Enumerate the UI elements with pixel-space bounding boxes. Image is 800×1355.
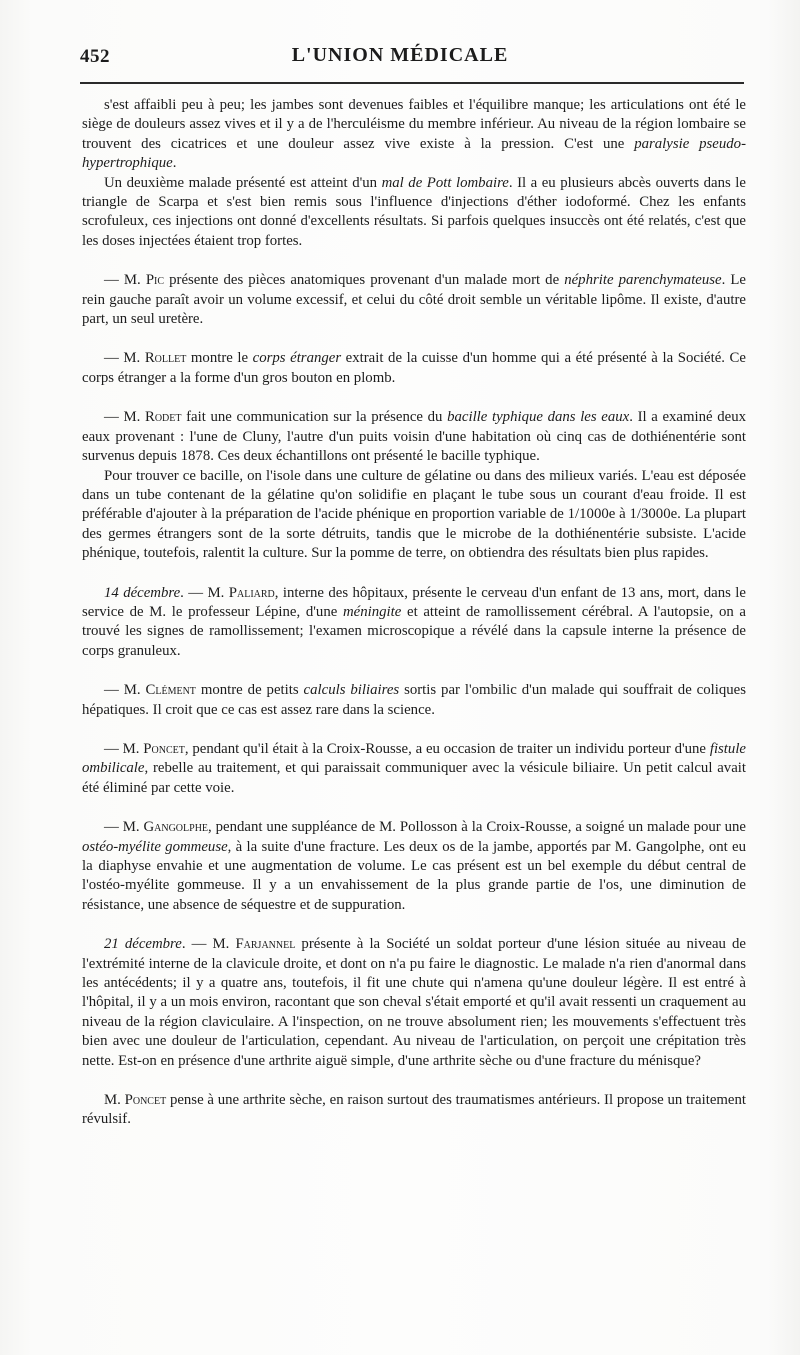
paragraph-text: fait une communication sur la présence du	[181, 409, 448, 426]
author-name: Pic	[145, 272, 165, 289]
paragraph-text: . — M.	[180, 584, 229, 601]
article-body	[82, 96, 746, 1130]
paragraph-text: , rebelle au traitement, et qui paraissait communiquer avec la vésicule biliaire. Un petit calcul avait été éliminé par cette voie.	[82, 760, 746, 796]
paragraph-text: et atteint de ramollissement cérébral. A l'autopsie, on a trouvé les signes de ramollissement; l'examen microscopique a révélé dans la capsule interne la présence de corps granuleux.	[82, 603, 746, 659]
emphasis-text: méningite	[342, 603, 402, 620]
author-name: Rollet	[144, 350, 187, 367]
paragraph-text: , interne des hôpitaux, présente le cerveau d'un enfant de 13 ans, mort, dans le service de M. le professeur Lépine, d'une	[82, 584, 746, 620]
paragraph-text: . Il a eu plusieurs abcès ouverts dans le triangle de Scarpa et s'est bien remis sous l'influence d'injections d'éther iodoformé. Chez les enfants scrofuleux, ces injections ont donné d'excellents résultats. Si parfois quelques insuccès ont été relatés, c'est que les doses injectées étaient trop fortes.	[82, 174, 746, 249]
paragraph	[82, 349, 746, 388]
paragraph-text: . — M.	[181, 936, 236, 953]
paragraph	[82, 271, 746, 329]
paragraph	[82, 935, 746, 1071]
emphasis-text: néphrite parenchymateuse	[564, 272, 722, 289]
paragraph	[82, 1091, 746, 1130]
paragraph-text: Un deuxième malade présenté est atteint d'un	[104, 174, 382, 191]
author-name: Poncet	[143, 740, 185, 757]
paragraph-text: extrait de la cuisse d'un homme qui a été présenté à la Société. Ce corps étranger a la forme d'un gros bouton en plomb.	[82, 350, 746, 386]
paragraph-text: — M.	[104, 740, 144, 757]
emphasis-text: ostéo-myélite gommeuse	[82, 838, 228, 855]
paragraph-text: .	[172, 155, 177, 172]
author-name: Gangolphe	[143, 819, 209, 836]
paragraph-text: — M.	[104, 682, 146, 699]
paragraph	[82, 740, 746, 798]
paragraph-text: présente des pièces anatomiques provenant d'un malade mort de	[164, 272, 565, 289]
paragraph	[82, 96, 746, 174]
paragraph-text: — M.	[104, 272, 146, 289]
paragraph	[82, 467, 746, 564]
paragraph-text: . Le rein gauche paraît avoir un volume excessif, et celui du côté droit semble un véritable lipôme. Il existe, d'autre part, un seul uretère.	[82, 272, 746, 328]
paragraph-text: , pendant une suppléance de M. Pollosson à la Croix-Rousse, a soigné un malade pour une	[208, 819, 746, 836]
paragraph	[82, 681, 746, 720]
paragraph-text: s'est affaibli peu à peu; les jambes sont devenues faibles et l'équilibre manque; les articulations ont été le siège de douleurs assez vives et il y a de l'herculéisme du membre inférieur. Au niveau de la région lombaire se trouvent des cicatrices et une douleur assez vive existe à la pression. C'est une	[82, 97, 746, 152]
paragraph-text: M.	[104, 1092, 125, 1109]
paragraph-text: , pendant qu'il était à la Croix-Rousse, a eu occasion de traiter un individu porteur d'une	[184, 740, 710, 757]
emphasis-text: 14 décembre	[104, 584, 181, 601]
paragraph	[82, 584, 746, 662]
paragraph-text: pense à une arthrite sèche, en raison surtout des traumatismes antérieurs. Il propose un traitement révulsif.	[82, 1092, 746, 1128]
running-title: L'UNION MÉDICALE	[291, 44, 509, 66]
page-header	[0, 42, 800, 72]
paragraph-text: sortis par l'ombilic d'un malade qui souffrait de coliques hépatiques. Il croit que ce cas est assez rare dans la science.	[82, 682, 746, 718]
paragraph-text: — M.	[104, 819, 144, 836]
author-name: Clément	[145, 682, 196, 699]
author-name: Rodet	[144, 409, 182, 426]
emphasis-text: 21 décembre	[104, 936, 182, 953]
author-name: Paliard	[228, 584, 275, 601]
paragraph-text: montre de petits	[195, 682, 304, 699]
paragraph-text: . Il a examiné deux eaux provenant : l'une de Cluny, l'autre d'un puits voisin d'une habitation où cinq cas de dothiénentérie sont survenus depuis 1878. Ces deux échantillons ont présenté le bacille typhique.	[82, 409, 746, 465]
paragraph	[82, 174, 746, 252]
header-rule	[80, 82, 744, 84]
paragraph-text: — M.	[104, 350, 145, 367]
paragraph	[82, 408, 746, 466]
emphasis-text: corps étranger	[252, 350, 342, 367]
paragraph-text: Pour trouver ce bacille, on l'isole dans une culture de gélatine ou dans des milieux variés. L'eau est déposée dans un tube contenant de la gélatine qu'on solidifie en plaçant le tube sous un courant d'eau froide. Il est préférable d'ajouter à la préparation de l'acide phénique en proportion variable de 1/1000e à 1/3000e. La plupart des germes étrangers sont de la sorte détruits, tandis que le microbe de la dothiénentérie subsiste. L'acide phénique, toutefois, ralentit la culture. Sur la pomme de terre, on obtiendra des résultats bien plus rapides.	[82, 467, 746, 562]
emphasis-text: mal de Pott lombaire	[381, 174, 509, 191]
emphasis-text: fistule ombilicale	[82, 740, 746, 777]
page-number: 452	[80, 46, 110, 67]
author-name: Poncet	[124, 1092, 167, 1109]
author-name: Farjannel	[235, 936, 296, 953]
paragraph-text: , à la suite d'une fracture. Les deux os de la jambe, apportés par M. Gangolphe, ont eu la diaphyse envahie et une augmentation de volume. Le cas présent est un bel exemple du début central de l'ostéo-myélite gommeuse. Il y a un envahissement de la plus grande partie de l'os, une diminution de résistance, une absence de séquestre et de suppuration.	[82, 838, 746, 913]
paragraph	[82, 818, 746, 915]
paragraph-text: présente à la Société un soldat porteur d'une lésion située au niveau de l'extrémité interne de la clavicule droite, et dont on n'a pu faire le diagnostic. Le malade n'a rien d'anormal dans les antécédents; il y a quatre ans, toutefois, il fit une chute qui n'amena qu'une douleur légère. Il est entré à l'hôpital, il y a un mois environ, racontant que son cheval s'était emporté et qu'il avait ressenti un craquement au niveau de la région claviculaire. A l'inspection, on ne trouve absolument rien; les mouvements s'effectuent très bien avec une douleur de l'articulation, cependant. Au niveau de l'articulation, on perçoit une crépitation très nette. Est-on en présence d'une arthrite aiguë simple, d'une arthrite sèche ou d'une fracture du ménisque?	[82, 936, 746, 1069]
paragraph-text: — M.	[104, 409, 145, 426]
paragraph-text: montre le	[186, 350, 253, 367]
emphasis-text: calculs biliaires	[303, 682, 400, 699]
emphasis-text: paralysie pseudo-hypertrophique	[82, 135, 746, 172]
emphasis-text: bacille typhique dans les eaux	[447, 409, 630, 426]
